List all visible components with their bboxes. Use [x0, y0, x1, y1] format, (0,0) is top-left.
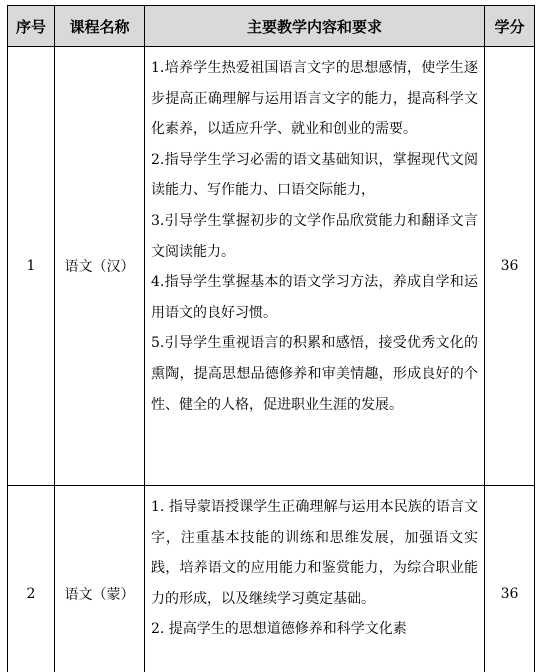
curriculum-table [7, 5, 535, 672]
header-content: 主要教学内容和要求 [145, 6, 485, 47]
content-paragraph: 5.引导学生重视语言的积累和感悟，接受优秀文化的熏陶，提高思想品德修养和审美情趣，形成良好的个性、健全的人格，促进职业生涯的发展。 [151, 335, 478, 413]
content-paragraph: 4.指导学生掌握基本的语文学习方法，养成自学和运用语文的良好习惯。 [151, 274, 478, 321]
content-paragraph: 3.引导学生掌握初步的文学作品欣赏能力和翻译文言文阅读能力。 [151, 212, 478, 260]
row-no: 2 [8, 486, 55, 672]
table-row [8, 47, 535, 486]
content-paragraph: 1. 指导蒙语授课学生正确理解与运用本民族的语言文字，注重基本技能的训练和思维发展，加强语文实践，培养语文的应用能力和鉴赏能力，为综合职业能力的形成，以及继续学习奠定基础。 [151, 499, 478, 607]
table-header-row [8, 6, 535, 47]
header-credit: 学分 [485, 6, 535, 47]
row-content [145, 486, 485, 672]
header-course-name: 课程名称 [55, 6, 145, 47]
row-content [145, 47, 485, 486]
content-paragraph: 1.培养学生热爱祖国语言文字的思想感情，使学生逐步提高正确理解与运用语言文字的能力，提高科学文化素养，以适应升学、就业和创业的需要。 [151, 60, 478, 138]
table-row [8, 486, 535, 672]
row-course-name: 语文（汉） [55, 47, 145, 486]
row-course-name: 语文（蒙） [55, 486, 145, 672]
row-credit: 36 [485, 486, 535, 672]
row-no: 1 [8, 47, 55, 486]
header-no: 序号 [8, 6, 55, 47]
content-paragraph: 2.指导学生学习必需的语文基础知识，掌握现代文阅读能力、写作能力、口语交际能力， [151, 151, 478, 199]
content-paragraph: 2. 提高学生的思想道德修养和科学文化素 [151, 621, 407, 638]
row-credit: 36 [485, 47, 535, 486]
